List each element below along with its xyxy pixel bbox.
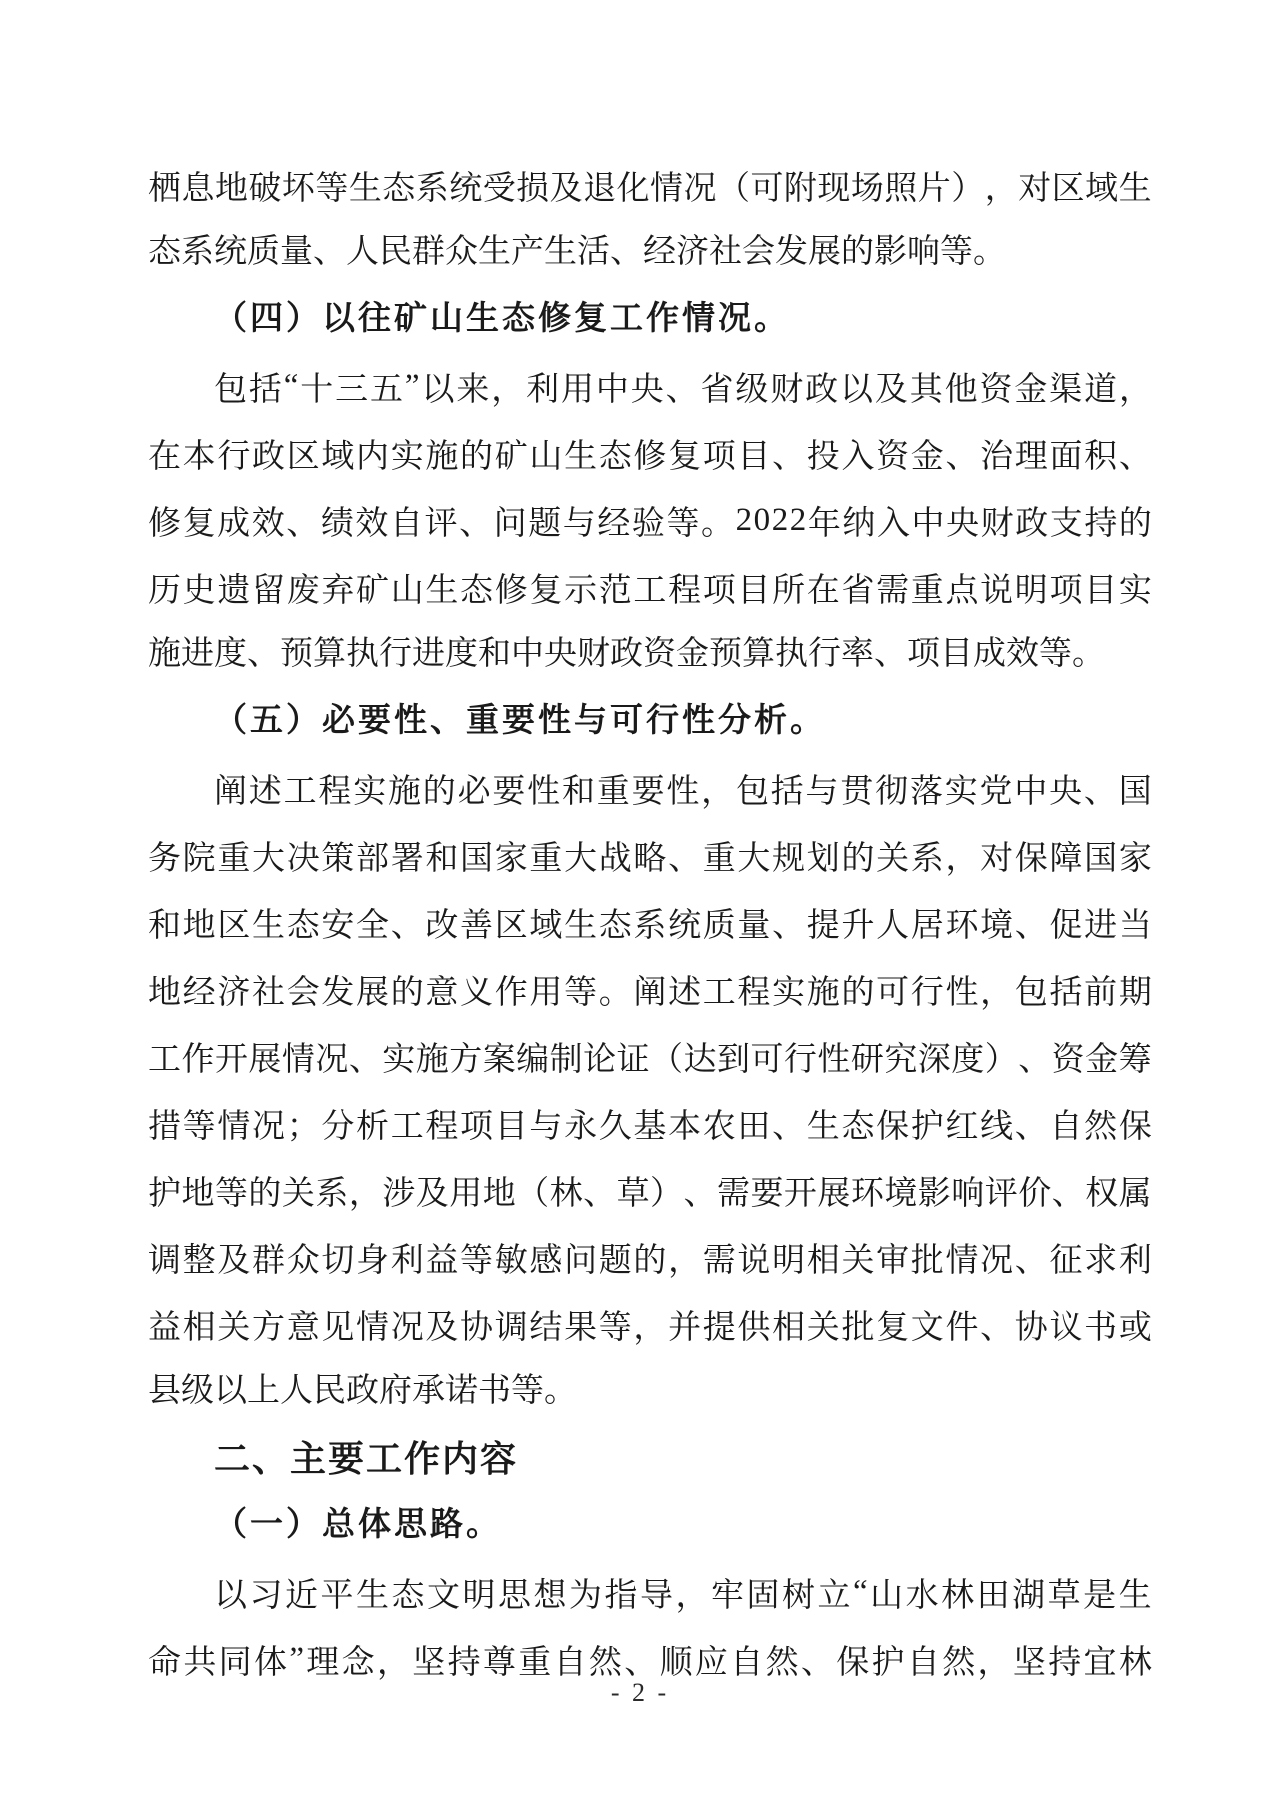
heading-section-4: （四）以往矿山生态修复工作情况。: [214, 301, 790, 337]
paragraph-line: 命 共 同 体 ” 理 念 ， 坚 持 尊 重 自 然 、 顺 应 自 然 、 保 护 自 然 ， 坚 持 宜 林: [148, 1641, 1152, 1681]
heading-section-5: （五）必要性、重要性与可行性分析。: [214, 703, 826, 739]
heading-section-1: （一）总体思路。: [214, 1507, 502, 1543]
paragraph-line: 栖 息 地 破 坏 等 生 态 系 统 受 损 及 退 化 情 况 （ 可 附 现 场 照 片 ） ， 对 区 域 生: [148, 171, 1152, 207]
paragraph-line: 县级以上人民政府承诺书等。: [148, 1373, 577, 1409]
paragraph-line: 益 相 关 方 意 见 情 况 及 协 调 结 果 等 ， 并 提 供 相 关 批 复 文 件 、 协 议 书 或: [148, 1310, 1152, 1346]
paragraph-line: 护 地 等 的 关 系 ， 涉 及 用 地 （ 林 、 草 ） 、 需 要 开 展 环 境 影 响 评 价 、 权 属: [148, 1176, 1152, 1212]
paragraph-line: 包 括 “ 十 三 五 ” 以 来 ， 利 用 中 央 、 省 级 财 政 以 及 其 他 资 金 渠 道 ，: [214, 368, 1152, 408]
paragraph-line: 修 复 成 效 、 绩 效 自 评 、 问 题 与 经 验 等 。 2 0 2 2 年 纳 入 中 央 财 政 支 持 的: [148, 502, 1152, 542]
heading-main-2: 二、主要工作内容: [214, 1438, 519, 1479]
paragraph-line: 工 作 开 展 情 况 、 实 施 方 案 编 制 论 证 （ 达 到 可 行 性 研 究 深 度 ） 、 资 金 筹: [148, 1042, 1152, 1078]
paragraph-line: 历 史 遗 留 废 弃 矿 山 生 态 修 复 示 范 工 程 项 目 所 在 省 需 重 点 说 明 项 目 实: [148, 573, 1152, 609]
paragraph-line: 调 整 及 群 众 切 身 利 益 等 敏 感 问 题 的 ， 需 说 明 相 关 审 批 情 况 、 征 求 利: [148, 1243, 1152, 1279]
paragraph-line: 务 院 重 大 决 策 部 署 和 国 家 重 大 战 略 、 重 大 规 划 的 关 系 ， 对 保 障 国 家: [148, 841, 1152, 877]
paragraph-line: 地 经 济 社 会 发 展 的 意 义 作 用 等 。 阐 述 工 程 实 施 的 可 行 性 ， 包 括 前 期: [148, 975, 1152, 1011]
paragraph-line: 以 习 近 平 生 态 文 明 思 想 为 指 导 ， 牢 固 树 立 “ 山 水 林 田 湖 草 是 生: [214, 1574, 1152, 1614]
paragraph-line: 在 本 行 政 区 域 内 实 施 的 矿 山 生 态 修 复 项 目 、 投 入 资 金 、 治 理 面 积 、: [148, 439, 1152, 475]
paragraph-line: 和 地 区 生 态 安 全 、 改 善 区 域 生 态 系 统 质 量 、 提 升 人 居 环 境 、 促 进 当: [148, 908, 1152, 944]
page-number: - 2 -: [610, 1678, 670, 1707]
paragraph-line: 施进度、预算执行进度和中央财政资金预算执行率、项目成效等。: [148, 636, 1105, 672]
document-body: [148, 152, 1152, 1693]
paragraph-line: 态系统质量、人民群众生产生活、经济社会发展的影响等。: [148, 234, 1006, 270]
paragraph-line: 阐 述 工 程 实 施 的 必 要 性 和 重 要 性 ， 包 括 与 贯 彻 落 实 党 中 央 、 国: [214, 774, 1152, 810]
paragraph-line: 措 等 情 况 ； 分 析 工 程 项 目 与 永 久 基 本 农 田 、 生 态 保 护 红 线 、 自 然 保: [148, 1109, 1152, 1145]
